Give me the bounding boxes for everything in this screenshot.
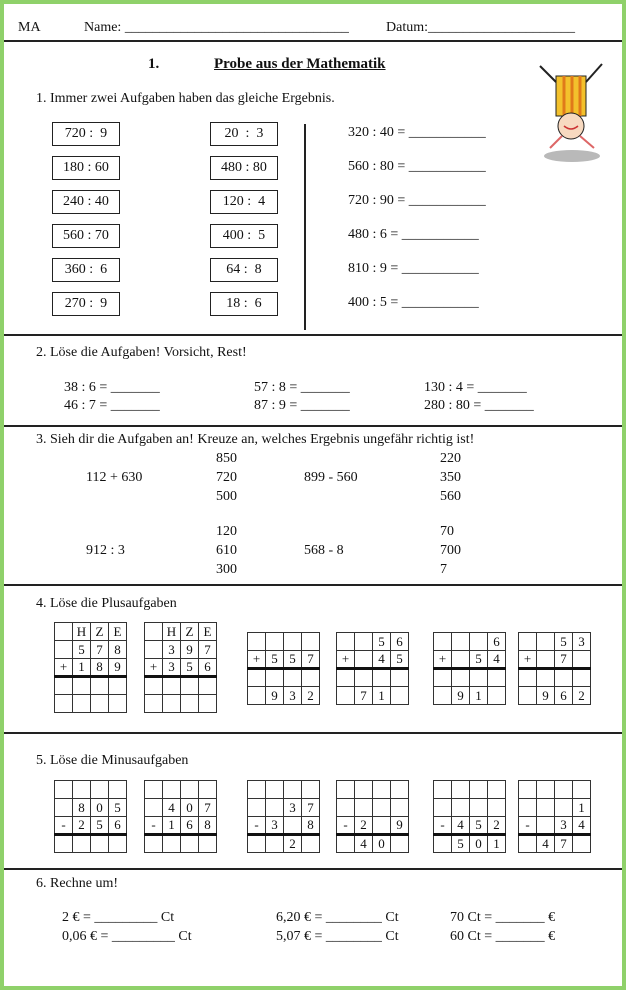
digit-cell[interactable]: - <box>434 817 452 835</box>
estimate-option[interactable]: 610 <box>216 543 237 558</box>
digit-cell[interactable] <box>109 677 127 695</box>
digit-cell[interactable] <box>91 835 109 853</box>
digit-cell[interactable] <box>199 781 217 799</box>
digit-cell[interactable] <box>470 669 488 687</box>
digit-cell[interactable] <box>470 799 488 817</box>
digit-cell[interactable]: - <box>55 817 73 835</box>
division-task[interactable]: 46 : 7 = _______ <box>64 398 160 413</box>
digit-cell[interactable] <box>519 687 537 705</box>
addition-grid[interactable] <box>247 632 320 705</box>
conversion-task[interactable]: 70 Ct = _______ € <box>450 910 556 925</box>
digit-cell[interactable] <box>145 835 163 853</box>
divider <box>4 40 622 42</box>
estimate-option[interactable]: 700 <box>440 543 461 558</box>
conversion-task[interactable]: 0,06 € = _________ Ct <box>62 929 192 944</box>
digit-cell[interactable]: H <box>73 623 91 641</box>
digit-cell[interactable]: 8 <box>109 641 127 659</box>
digit-cell[interactable]: 5 <box>284 651 302 669</box>
digit-cell[interactable] <box>55 677 73 695</box>
digit-cell[interactable]: 7 <box>302 651 320 669</box>
digit-cell[interactable]: 7 <box>199 799 217 817</box>
digit-cell[interactable] <box>488 687 506 705</box>
task-box: 400 : 5 <box>210 224 278 248</box>
digit-cell[interactable]: 9 <box>109 659 127 677</box>
digit-cell[interactable]: 2 <box>73 817 91 835</box>
digit-cell[interactable] <box>55 799 73 817</box>
digit-cell[interactable]: 5 <box>555 633 573 651</box>
digit-cell[interactable]: 4 <box>573 817 591 835</box>
digit-cell[interactable]: - <box>248 817 266 835</box>
digit-cell[interactable] <box>519 633 537 651</box>
digit-cell[interactable]: 1 <box>373 687 391 705</box>
digit-cell[interactable] <box>266 781 284 799</box>
digit-cell[interactable] <box>519 781 537 799</box>
section4-heading: 4. Löse die Plusaufgaben <box>36 596 177 611</box>
digit-cell[interactable] <box>248 799 266 817</box>
digit-cell[interactable] <box>519 835 537 853</box>
addition-grid[interactable] <box>144 622 217 713</box>
digit-cell[interactable]: 5 <box>470 651 488 669</box>
estimate-option[interactable]: 120 <box>216 524 237 539</box>
digit-cell[interactable] <box>355 781 373 799</box>
digit-cell[interactable]: 5 <box>109 799 127 817</box>
section6-heading: 6. Rechne um! <box>36 876 119 891</box>
digit-cell[interactable] <box>519 799 537 817</box>
digit-cell[interactable]: 1 <box>573 799 591 817</box>
digit-cell[interactable] <box>145 677 163 695</box>
addition-grid[interactable] <box>336 632 409 705</box>
digit-cell[interactable] <box>266 799 284 817</box>
column-divider <box>304 124 306 330</box>
divider <box>4 732 622 734</box>
digit-cell[interactable] <box>163 695 181 713</box>
estimate-option[interactable]: 220 <box>440 451 461 466</box>
task-box: 18 : 6 <box>210 292 278 316</box>
digit-cell[interactable]: 6 <box>199 659 217 677</box>
digit-cell[interactable]: 7 <box>91 641 109 659</box>
subtraction-grid[interactable] <box>144 780 217 853</box>
digit-cell[interactable]: 0 <box>470 835 488 853</box>
estimate-option[interactable]: 560 <box>440 489 461 504</box>
digit-cell[interactable] <box>337 835 355 853</box>
digit-cell[interactable] <box>573 651 591 669</box>
digit-cell[interactable] <box>391 799 409 817</box>
digit-cell[interactable]: 3 <box>284 799 302 817</box>
equation-line[interactable]: 320 : 40 = ___________ <box>348 125 486 140</box>
digit-cell[interactable] <box>555 799 573 817</box>
digit-cell[interactable]: 4 <box>163 799 181 817</box>
digit-cell[interactable]: - <box>145 817 163 835</box>
digit-cell[interactable] <box>55 695 73 713</box>
digit-cell[interactable] <box>248 633 266 651</box>
digit-cell[interactable]: 1 <box>163 817 181 835</box>
digit-cell[interactable] <box>248 781 266 799</box>
digit-cell[interactable] <box>355 799 373 817</box>
equation-line[interactable]: 560 : 80 = ___________ <box>348 159 486 174</box>
digit-cell[interactable] <box>373 799 391 817</box>
name-field[interactable]: Name: ________________________________ <box>84 20 349 35</box>
digit-cell[interactable]: 3 <box>266 817 284 835</box>
addition-grid[interactable] <box>518 632 591 705</box>
task-box: 180 : 60 <box>52 156 120 180</box>
equation-line[interactable]: 810 : 9 = ___________ <box>348 261 479 276</box>
digit-cell[interactable] <box>537 817 555 835</box>
digit-cell[interactable]: 6 <box>488 633 506 651</box>
estimate-option[interactable]: 300 <box>216 562 237 577</box>
digit-cell[interactable] <box>434 633 452 651</box>
digit-cell[interactable]: + <box>55 659 73 677</box>
estimate-option[interactable]: 850 <box>216 451 237 466</box>
digit-cell[interactable] <box>266 835 284 853</box>
digit-cell[interactable]: 3 <box>555 817 573 835</box>
digit-cell[interactable] <box>452 799 470 817</box>
digit-cell[interactable]: + <box>145 659 163 677</box>
digit-cell[interactable]: 3 <box>573 633 591 651</box>
digit-cell[interactable] <box>373 817 391 835</box>
digit-cell[interactable] <box>109 835 127 853</box>
digit-cell[interactable] <box>434 799 452 817</box>
digit-cell[interactable]: 1 <box>73 659 91 677</box>
digit-cell[interactable] <box>452 669 470 687</box>
digit-cell[interactable]: 4 <box>452 817 470 835</box>
digit-cell[interactable]: 7 <box>555 835 573 853</box>
digit-cell[interactable] <box>91 781 109 799</box>
task-box: 560 : 70 <box>52 224 120 248</box>
digit-cell[interactable]: 9 <box>537 687 555 705</box>
digit-cell[interactable] <box>73 677 91 695</box>
digit-cell[interactable] <box>199 677 217 695</box>
task-box: 480 : 80 <box>210 156 278 180</box>
equation-line[interactable]: 720 : 90 = ___________ <box>348 193 486 208</box>
equation-line[interactable]: 400 : 5 = ___________ <box>348 295 479 310</box>
digit-cell[interactable]: 2 <box>355 817 373 835</box>
digit-cell[interactable] <box>470 633 488 651</box>
digit-cell[interactable] <box>55 623 73 641</box>
digit-cell[interactable]: 0 <box>91 799 109 817</box>
digit-cell[interactable] <box>163 781 181 799</box>
digit-cell[interactable] <box>73 695 91 713</box>
estimate-option[interactable]: 350 <box>440 470 461 485</box>
divider <box>4 584 622 586</box>
digit-cell[interactable] <box>145 623 163 641</box>
digit-cell[interactable] <box>555 669 573 687</box>
digit-cell[interactable]: + <box>434 651 452 669</box>
digit-cell[interactable] <box>199 835 217 853</box>
digit-cell[interactable] <box>91 695 109 713</box>
estimate-option[interactable]: 7 <box>440 562 447 577</box>
digit-cell[interactable] <box>519 669 537 687</box>
digit-cell[interactable]: 7 <box>555 651 573 669</box>
digit-cell[interactable] <box>145 641 163 659</box>
conversion-task[interactable]: 2 € = _________ Ct <box>62 910 175 925</box>
estimate-option[interactable]: 500 <box>216 489 237 504</box>
estimate-task: 568 - 8 <box>304 543 344 558</box>
digit-cell[interactable] <box>181 835 199 853</box>
digit-cell[interactable] <box>555 781 573 799</box>
digit-cell[interactable] <box>145 781 163 799</box>
digit-cell[interactable]: 1 <box>470 687 488 705</box>
addition-grid[interactable] <box>433 632 506 705</box>
section2-heading: 2. Löse die Aufgaben! Vorsicht, Rest! <box>36 345 247 360</box>
digit-cell[interactable]: 4 <box>537 835 555 853</box>
digit-cell[interactable] <box>391 835 409 853</box>
digit-cell[interactable] <box>199 695 217 713</box>
digit-cell[interactable] <box>537 633 555 651</box>
digit-cell[interactable] <box>391 669 409 687</box>
digit-cell[interactable] <box>284 817 302 835</box>
estimate-task: 112 + 630 <box>86 470 143 485</box>
digit-cell[interactable]: Z <box>91 623 109 641</box>
digit-cell[interactable]: 8 <box>302 817 320 835</box>
digit-cell[interactable] <box>337 633 355 651</box>
digit-cell[interactable]: 8 <box>73 799 91 817</box>
subtraction-grid[interactable] <box>54 780 127 853</box>
digit-cell[interactable] <box>488 669 506 687</box>
digit-cell[interactable] <box>109 781 127 799</box>
digit-cell[interactable]: H <box>163 623 181 641</box>
digit-cell[interactable]: E <box>199 623 217 641</box>
digit-cell[interactable] <box>91 677 109 695</box>
digit-cell[interactable] <box>573 835 591 853</box>
digit-cell[interactable] <box>302 781 320 799</box>
digit-cell[interactable]: 6 <box>181 817 199 835</box>
digit-cell[interactable] <box>73 781 91 799</box>
digit-cell[interactable]: 7 <box>199 641 217 659</box>
conversion-task[interactable]: 60 Ct = _______ € <box>450 929 556 944</box>
digit-cell[interactable] <box>284 781 302 799</box>
digit-cell[interactable]: 8 <box>91 659 109 677</box>
digit-cell[interactable] <box>163 677 181 695</box>
task-box: 360 : 6 <box>52 258 120 282</box>
digit-cell[interactable]: 5 <box>73 641 91 659</box>
digit-cell[interactable] <box>537 669 555 687</box>
digit-cell[interactable] <box>55 641 73 659</box>
digit-cell[interactable] <box>284 669 302 687</box>
digit-cell[interactable]: 5 <box>91 817 109 835</box>
digit-cell[interactable] <box>452 633 470 651</box>
digit-cell[interactable] <box>488 799 506 817</box>
task-box: 270 : 9 <box>52 292 120 316</box>
digit-cell[interactable]: - <box>337 817 355 835</box>
ma-label: MA <box>18 20 41 35</box>
estimate-option[interactable]: 720 <box>216 470 237 485</box>
estimate-option[interactable]: 70 <box>440 524 454 539</box>
digit-cell[interactable] <box>163 835 181 853</box>
digit-cell[interactable] <box>470 781 488 799</box>
digit-cell[interactable] <box>434 781 452 799</box>
task-box: 720 : 9 <box>52 122 120 146</box>
digit-cell[interactable]: 5 <box>181 659 199 677</box>
digit-cell[interactable]: 3 <box>284 687 302 705</box>
digit-cell[interactable]: 4 <box>488 651 506 669</box>
digit-cell[interactable]: E <box>109 623 127 641</box>
digit-cell[interactable] <box>55 781 73 799</box>
digit-cell[interactable]: 7 <box>355 687 373 705</box>
digit-cell[interactable]: 5 <box>470 817 488 835</box>
digit-cell[interactable] <box>266 633 284 651</box>
digit-cell[interactable]: 3 <box>163 641 181 659</box>
section1-heading: 1. Immer zwei Aufgaben haben das gleiche Ergebnis. <box>36 91 335 106</box>
digit-cell[interactable] <box>355 651 373 669</box>
page-title: Probe aus der Mathematik <box>214 56 386 72</box>
conversion-task[interactable]: 5,07 € = ________ Ct <box>276 929 399 944</box>
task-box: 20 : 3 <box>210 122 278 146</box>
division-task[interactable]: 38 : 6 = _______ <box>64 380 160 395</box>
digit-cell[interactable]: 2 <box>302 687 320 705</box>
equation-line[interactable]: 480 : 6 = ___________ <box>348 227 479 242</box>
digit-cell[interactable] <box>55 835 73 853</box>
digit-cell[interactable]: 0 <box>373 835 391 853</box>
division-task[interactable]: 87 : 9 = _______ <box>254 398 350 413</box>
digit-cell[interactable] <box>452 651 470 669</box>
digit-cell[interactable] <box>337 781 355 799</box>
divider <box>4 868 622 870</box>
subtraction-grid[interactable] <box>433 780 506 853</box>
digit-cell[interactable]: 2 <box>488 817 506 835</box>
digit-cell[interactable]: + <box>337 651 355 669</box>
digit-cell[interactable]: 9 <box>181 641 199 659</box>
digit-cell[interactable]: 4 <box>373 651 391 669</box>
division-task[interactable]: 57 : 8 = _______ <box>254 380 350 395</box>
task-box: 64 : 8 <box>210 258 278 282</box>
worksheet <box>4 4 622 986</box>
digit-cell[interactable] <box>537 799 555 817</box>
digit-cell[interactable] <box>109 695 127 713</box>
digit-cell[interactable] <box>452 781 470 799</box>
digit-cell[interactable] <box>573 781 591 799</box>
digit-cell[interactable]: 1 <box>488 835 506 853</box>
digit-cell[interactable] <box>488 781 506 799</box>
digit-cell[interactable] <box>573 669 591 687</box>
divider <box>4 334 622 336</box>
digit-cell[interactable]: Z <box>181 623 199 641</box>
digit-cell[interactable] <box>284 633 302 651</box>
task-box: 240 : 40 <box>52 190 120 214</box>
digit-cell[interactable]: 9 <box>266 687 284 705</box>
digit-cell[interactable] <box>181 781 199 799</box>
digit-cell[interactable]: + <box>519 651 537 669</box>
digit-cell[interactable] <box>302 669 320 687</box>
section5-heading: 5. Löse die Minusaufgaben <box>36 753 189 768</box>
digit-cell[interactable] <box>391 781 409 799</box>
digit-cell[interactable]: 6 <box>555 687 573 705</box>
digit-cell[interactable] <box>145 695 163 713</box>
digit-cell[interactable]: 5 <box>266 651 284 669</box>
digit-cell[interactable]: 4 <box>355 835 373 853</box>
subtraction-grid[interactable] <box>518 780 591 853</box>
digit-cell[interactable]: 2 <box>284 835 302 853</box>
digit-cell[interactable]: 3 <box>163 659 181 677</box>
digit-cell[interactable] <box>248 835 266 853</box>
title-number: 1. <box>148 56 160 72</box>
digit-cell[interactable] <box>181 677 199 695</box>
digit-cell[interactable]: 2 <box>573 687 591 705</box>
date-field[interactable]: Datum:_____________________ <box>386 20 575 35</box>
digit-cell[interactable]: + <box>248 651 266 669</box>
division-task[interactable]: 280 : 80 = _______ <box>424 398 534 413</box>
digit-cell[interactable] <box>537 651 555 669</box>
mascot-illustration <box>536 52 606 166</box>
digit-cell[interactable] <box>73 835 91 853</box>
digit-cell[interactable] <box>337 687 355 705</box>
subtraction-grid[interactable] <box>247 780 320 853</box>
addition-grid[interactable] <box>54 622 127 713</box>
conversion-task[interactable]: 6,20 € = ________ Ct <box>276 910 399 925</box>
digit-cell[interactable] <box>248 669 266 687</box>
digit-cell[interactable]: 8 <box>199 817 217 835</box>
estimate-task: 912 : 3 <box>86 543 125 558</box>
digit-cell[interactable] <box>434 687 452 705</box>
digit-cell[interactable] <box>337 799 355 817</box>
digit-cell[interactable] <box>302 835 320 853</box>
digit-cell[interactable]: - <box>519 817 537 835</box>
digit-cell[interactable] <box>355 633 373 651</box>
digit-cell[interactable] <box>373 781 391 799</box>
subtraction-grid[interactable] <box>336 780 409 853</box>
digit-cell[interactable]: 7 <box>302 799 320 817</box>
digit-cell[interactable]: 0 <box>181 799 199 817</box>
digit-cell[interactable]: 9 <box>452 687 470 705</box>
digit-cell[interactable]: 5 <box>452 835 470 853</box>
digit-cell[interactable] <box>434 669 452 687</box>
division-task[interactable]: 130 : 4 = _______ <box>424 380 527 395</box>
digit-cell[interactable]: 6 <box>391 633 409 651</box>
digit-cell[interactable]: 5 <box>391 651 409 669</box>
digit-cell[interactable]: 6 <box>109 817 127 835</box>
digit-cell[interactable]: 5 <box>373 633 391 651</box>
digit-cell[interactable] <box>537 781 555 799</box>
digit-cell[interactable] <box>434 835 452 853</box>
digit-cell[interactable] <box>302 633 320 651</box>
divider <box>4 425 622 427</box>
digit-cell[interactable] <box>373 669 391 687</box>
section3-heading: 3. Sieh dir die Aufgaben an! Kreuze an, welches Ergebnis ungefähr richtig ist! <box>36 432 475 447</box>
digit-cell[interactable] <box>266 669 284 687</box>
digit-cell[interactable] <box>355 669 373 687</box>
digit-cell[interactable] <box>248 687 266 705</box>
task-box: 120 : 4 <box>210 190 278 214</box>
digit-cell[interactable] <box>145 799 163 817</box>
digit-cell[interactable] <box>391 687 409 705</box>
estimate-task: 899 - 560 <box>304 470 358 485</box>
digit-cell[interactable] <box>337 669 355 687</box>
digit-cell[interactable] <box>181 695 199 713</box>
digit-cell[interactable]: 9 <box>391 817 409 835</box>
